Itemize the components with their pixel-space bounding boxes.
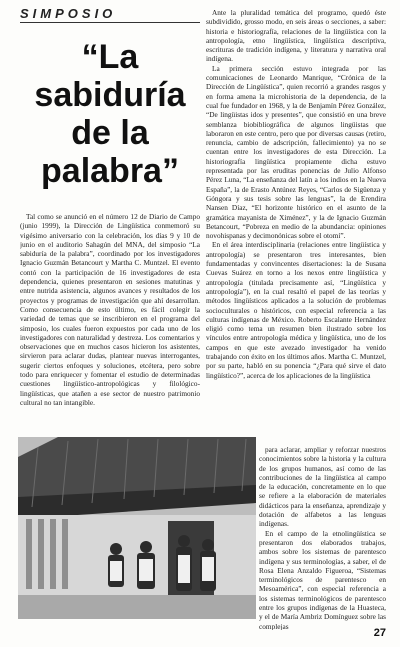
left-text-column	[20, 212, 200, 424]
section-rule	[20, 22, 200, 23]
title-line-1: “La	[81, 38, 139, 76]
title-line-4: palabra”	[41, 152, 179, 190]
right-paragraph-1: Ante la pluralidad temática del programo, quedó éste subdividido, grosso modo, en seis áreas o secciones, a saber: historia e historiografía, relaciones de la lingüística con la antropología, etno lingüística, lingüística descriptiva, escrituras de tradición indígena, y literatura y narrativa oral indígena.	[206, 8, 386, 64]
right-paragraph-3: En el área interdisciplinaria (relaciones entre lingüística y antropología) se presentaron tres interesantes, bien fundamentadas y convincentes disertaciones: la de Susana Cuevas Suárez en torno a los nexos entre lingüística y antropología (titulada precisamente así, “Lingüística y antropología”), en la cual resaltó el papel de las teorías y métodos lingüísticos aplicados a la solución de problemas socioculturales o históricos, con especial referencia a las culturas indígenas de México. Roberto Escalante Hernández eligió como tema un resumen bien ilustrado sobre los vínculos entre antropología médica y lingüística, uno de los campos en que este avezado investigador ha venido trabajando con éxito en los últimos años. Martha C. Muntzel, por su parte, habló en su ponencia “¿Para qué sirve el dato lingüístico?”, acerca de los aplicaciones de la lingüística	[206, 240, 386, 380]
page-number: 27	[373, 627, 386, 639]
photo-illustration	[18, 437, 256, 619]
title-line-2: sabiduría	[34, 76, 186, 114]
right-paragraph-2: La primera sección estuvo integrada por las comunicaciones de Leonardo Manrique, “Crónica de la Dirección de Lingüística”, quien recorrió a grandes rasgos y en forma amena la microhistoria de la dependencia, de la cual fue fundador en 1968, y la de Benjamín Pérez González, “De lingüistas idos y presentes”, que consistió en una breve semblanza biobibliográfica de algunos lingüistas que laboraron en este centro, pero que por diversas causas (retiro, renuncia, cambio de adscripción, fallecimiento) ya no se cuentan entre los investigadores de esta Dirección. La historiografía lingüística propiamente dicha estuvo representada por las eruditas ponencias de Julio Alfonso Pérez Luna, “La enseñanza del latín a los indios en la Nueva España”, la de Erasto Antúnez Reyes, “Carlos de Sigüenza y Góngora y sus tesis sobre las lenguas”, la de Erendira Nansen Díaz, “El horizonte histórico en el asunto de la gramática mayanista de Ximénez”, y la de Ignacio Guzmán Betancourt, “Pobreza en medio de la abundancia: opiniones novohispanas y decimonónicas sobre el otomí”.	[206, 63, 386, 241]
right-text-column	[206, 8, 386, 440]
left-paragraph-1: Tal como se anunció en el número 12 de Diario de Campo (junio 1999), la Dirección de Lingüística conmemoró su vigésimo aniversario con la celebración, los días 9 y 10 de junio en el auditorio Sahagún del MNA, del simposio “La sabiduría de la palabra”, coordinado por los investigadores Ignacio Guzmán Betancourt y Martha C. Muntzel. El evento contó con la participación de 16 investigadores de esta dependencia, quienes presentaron en sesiones matutinas y entre nutrida asistencia, algunos avances y resultados de los proyectos y programas de investigación que ahí desarrollan. Como consecuencia de esto último, es fácil colegir la variedad de temas que se inscribieron en el programa del simposio, los cuales fueron expuestos por cada uno de los investigadores con naturalidad y destreza. Los comentarios y observaciones que en muchos casos hicieron los asistentes, sirvieron para aclarar dudas, plantear nuevas interrogantes, sugerir ciertos enfoques y soluciones, etcétera, pero sobre todo para enriquecer y fomentar el estudio de determinadas cuestiones lingüístico-antropológicas y filológico-lingüísticas, que atañen a ese sector de nuestro patrimonio cultural no tan intangible.	[20, 212, 200, 407]
title-line-3: de la	[71, 114, 149, 152]
section-label: SIMPOSIO	[20, 6, 117, 21]
article-photo	[18, 437, 256, 619]
article-title	[20, 38, 200, 190]
right-paragraph-4: para aclarar, ampliar y reforzar nuestros conocimientos sobre la historia y la cultura de los grupos humanos, así como de las contribuciones de la lingüística al campo de la educación, concretamente en lo que se refiere a la elaboración de materiales didácticos para la enseñanza, aprendizaje y dotación de alfabetos a las lenguas indígenas.	[259, 445, 386, 529]
right-lower-text-column	[259, 445, 386, 630]
right-paragraph-5: En el campo de la etnolingüística se presentaron dos elaborados trabajos, ambos sobre los sistemas de parentesco indígena y sus terminologías, a saber, el de Rosa Elena Anzaldo Figueroa, “Sistemas terminológicos de parentesco en Mesoamérica”, con especial referencia a los sistemas terminológicos de parentesco entre los grupos indígenas de la Huasteca, y el de María Ambriz Domínguez sobre las complejas	[259, 528, 386, 630]
